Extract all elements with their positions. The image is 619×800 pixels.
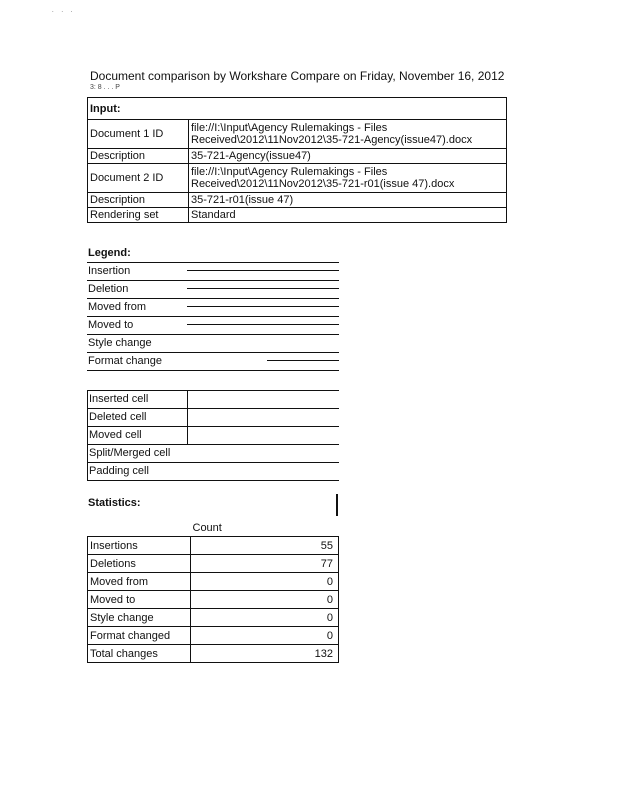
legend-item-label: Moved from [88, 301, 147, 313]
stat-count: 77 [191, 555, 339, 573]
legend-text-rows [87, 262, 339, 371]
legend-item-label: Insertion [88, 265, 131, 277]
legend-item [87, 317, 339, 335]
doc2-value [189, 164, 507, 193]
legend-item-label: Style change [88, 337, 152, 349]
stat-count: 132 [191, 645, 339, 663]
rendering-set-label: Rendering set [88, 208, 189, 223]
rendering-set-value: Standard [189, 208, 507, 223]
legend-divider [187, 427, 188, 444]
desc2-value: 35-721-r01(issue 47) [189, 193, 507, 208]
legend-swatch [187, 288, 339, 289]
table-row [88, 149, 507, 164]
statistics-header-row [88, 519, 339, 537]
statistics-header-blank [88, 519, 191, 537]
stat-name: Deletions [88, 555, 191, 573]
subheader: 3: 8 . . . P [90, 84, 120, 91]
table-row [88, 193, 507, 208]
table-row [88, 208, 507, 223]
input-header-row [88, 98, 507, 120]
table-row [88, 537, 339, 555]
count-header: Count [191, 519, 339, 537]
input-table [87, 97, 507, 223]
desc2-label: Description [88, 193, 189, 208]
legend-item [87, 262, 339, 281]
doc2-value-line: file://I:\Input\Agency Rulemakings - Files [191, 166, 388, 178]
stat-count: 0 [191, 573, 339, 591]
table-row [88, 609, 339, 627]
table-row [88, 555, 339, 573]
stat-count: 0 [191, 627, 339, 645]
legend-divider [187, 391, 188, 408]
page-title: Document comparison by Workshare Compare on Friday, November 16, 2012 [90, 69, 505, 83]
statistics-title: Statistics: [88, 497, 141, 509]
doc1-value [189, 120, 507, 149]
stat-name: Total changes [88, 645, 191, 663]
doc2-label: Document 2 ID [88, 164, 189, 193]
table-row [88, 164, 507, 193]
corner-mark: . . . [52, 8, 76, 14]
legend-cell-rows [87, 390, 339, 481]
legend-title: Legend: [88, 247, 131, 259]
table-row [88, 627, 339, 645]
desc1-label: Description [88, 149, 189, 164]
legend-item [87, 445, 339, 463]
statistics-table [87, 519, 339, 663]
legend-divider [187, 409, 188, 426]
stat-name: Format changed [88, 627, 191, 645]
legend-item [87, 299, 339, 317]
stat-name: Style change [88, 609, 191, 627]
doc1-value-line: file://I:\Input\Agency Rulemakings - Files [191, 122, 388, 134]
legend-item-label: Inserted cell [89, 393, 149, 405]
legend-item [87, 353, 339, 371]
legend-item [87, 463, 339, 481]
legend-item [87, 409, 339, 427]
table-row [88, 573, 339, 591]
stat-count: 0 [191, 609, 339, 627]
stat-name: Insertions [88, 537, 191, 555]
doc1-label: Document 1 ID [88, 120, 189, 149]
legend-item-label: Deleted cell [89, 411, 147, 423]
legend-swatch [187, 324, 339, 325]
table-row [88, 120, 507, 149]
legend-item-label: Deletion [88, 283, 129, 295]
legend-swatch [267, 360, 339, 361]
legend-item-label: Moved cell [89, 429, 142, 441]
legend-swatch [187, 270, 339, 271]
table-row [88, 645, 339, 663]
doc2-value-line: Received\2012\11Nov2012\35-721-r01(issue 47).docx [191, 178, 455, 190]
input-title: Input: [88, 98, 507, 120]
desc1-value: 35-721-Agency(issue47) [189, 149, 507, 164]
doc1-value-line: Received\2012\11Nov2012\35-721-Agency(issue47).docx [191, 134, 473, 146]
statistics-rule [336, 494, 338, 516]
stat-name: Moved from [88, 573, 191, 591]
legend-item-label: Split/Merged cell [89, 447, 171, 459]
legend-item-label: Padding cell [89, 465, 149, 477]
stat-name: Moved to [88, 591, 191, 609]
table-row [88, 591, 339, 609]
stat-count: 55 [191, 537, 339, 555]
legend-item [87, 335, 339, 353]
legend-item-label: Format change [88, 355, 162, 367]
stat-count: 0 [191, 591, 339, 609]
legend-item [87, 281, 339, 299]
legend-item [87, 427, 339, 445]
legend-swatch [187, 306, 339, 307]
legend-item-label: Moved to [88, 319, 134, 331]
legend-item [87, 390, 339, 409]
